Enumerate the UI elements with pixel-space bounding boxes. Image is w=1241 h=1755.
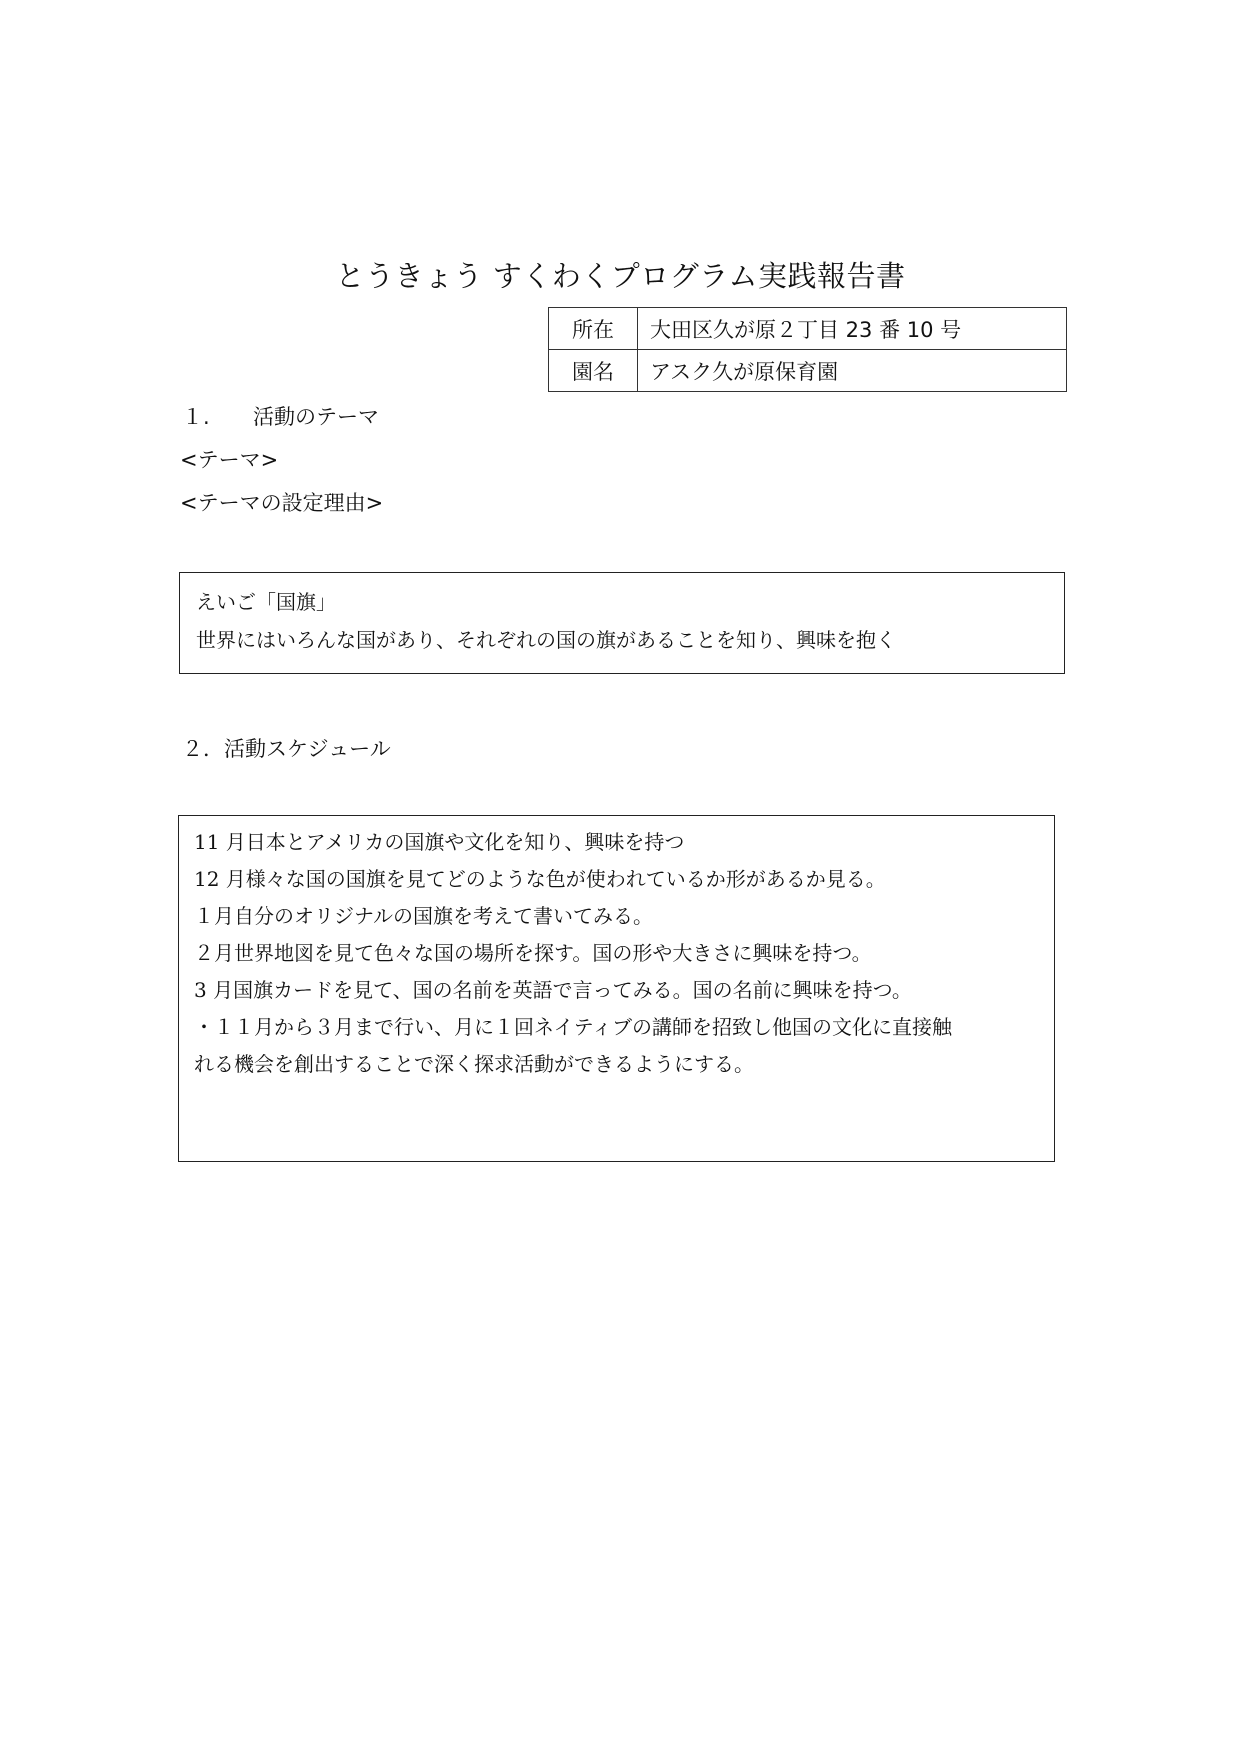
info-label-school: 園名 [549, 350, 638, 392]
info-label-location: 所在 [549, 308, 638, 350]
theme-box-line: 世界にはいろんな国があり、それぞれの国の旗があることを知り、興味を抱く [196, 628, 896, 652]
schedule-line: れる機会を創出することで深く探求活動ができるようにする。 [194, 1052, 754, 1076]
schedule-line: 3 月国旗カードを見て、国の名前を英語で言ってみる。国の名前に興味を持つ。 [194, 978, 912, 1002]
theme-box [179, 572, 1065, 674]
theme-reason-label: <テーマの設定理由> [180, 491, 384, 515]
document-title: とうきょう すくわくプログラム実践報告書 [335, 259, 906, 293]
schedule-line: ２月世界地図を見て色々な国の場所を探す。国の形や大きさに興味を持つ。 [194, 941, 872, 965]
theme-box-line: えいご「国旗」 [196, 590, 336, 614]
section2-heading: ２．活動スケジュール [182, 737, 391, 761]
info-value-school: アスク久が原保育園 [638, 350, 1067, 392]
info-table [548, 307, 1067, 392]
schedule-line: 11 月日本とアメリカの国旗や文化を知り、興味を持つ [194, 830, 685, 854]
info-row-school [549, 350, 1067, 392]
info-value-location: 大田区久が原２丁目 23 番 10 号 [638, 308, 1067, 350]
section1-title: 活動のテーマ [253, 405, 379, 429]
schedule-line: 12 月様々な国の国旗を見てどのような色が使われているか形があるか見る。 [194, 867, 886, 891]
info-row-location [549, 308, 1067, 350]
schedule-box [178, 815, 1055, 1162]
schedule-line: １月自分のオリジナルの国旗を考えて書いてみる。 [194, 904, 653, 928]
schedule-line: ・１１月から３月まで行い、月に１回ネイティブの講師を招致し他国の文化に直接触 [194, 1015, 952, 1039]
section1-number: １. [182, 405, 210, 429]
section1-heading [182, 402, 379, 432]
theme-label: <テーマ> [180, 448, 279, 472]
